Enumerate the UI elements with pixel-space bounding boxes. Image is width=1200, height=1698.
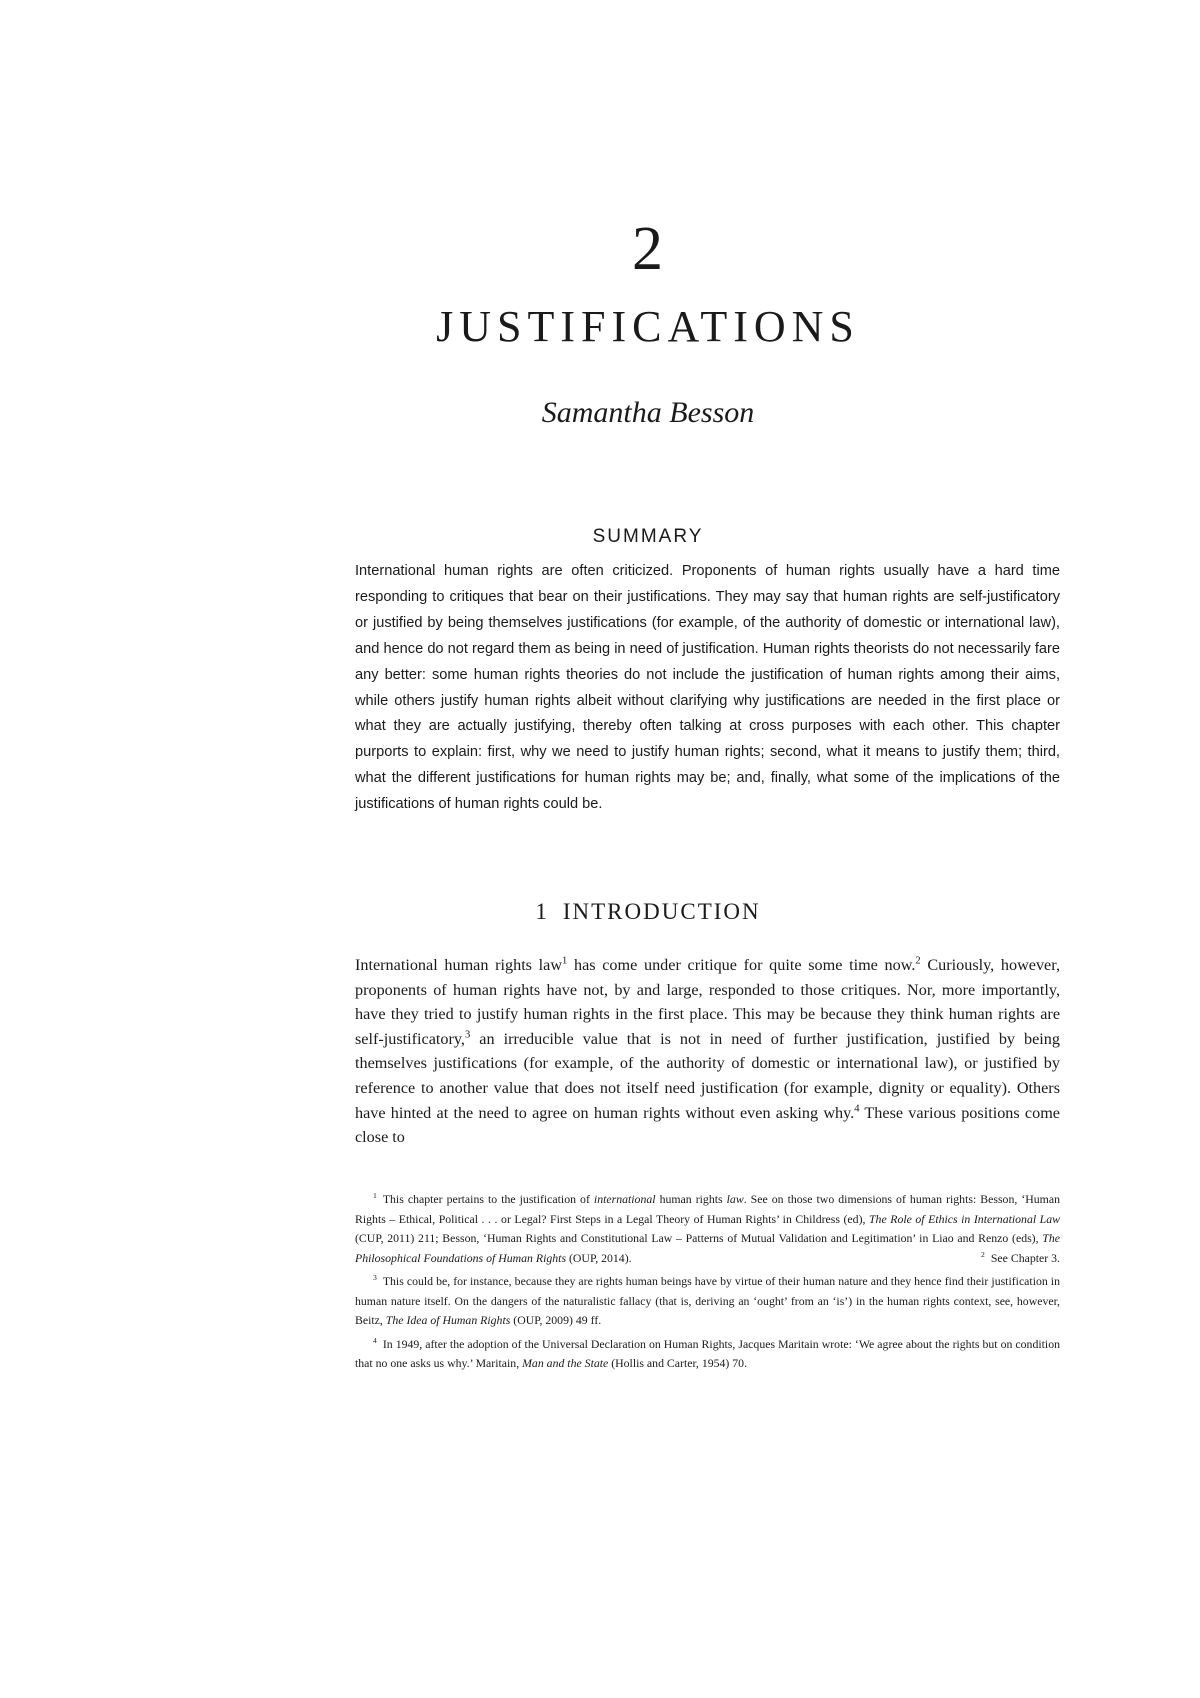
chapter-number: 2: [632, 215, 664, 283]
footnote-mark: 2: [981, 1249, 985, 1259]
footnote-3: [355, 1272, 1060, 1331]
summary-text: International human rights are often criticized. Proponents of human rights usually have a hard time responding to critiques that bear on their justifications. They may say that human rights are self-justificatory or justified by being themselves justifications (for example, of the authority of domestic or international law), and hence do not regard them as being in need of justification. Human rights theorists do not necessarily fare any better: some human rights theories do not include the justification of human rights among their aims, while others justify human rights albeit without clarifying why justifications are needed in the first place or what they are actually justifying, thereby often talking at cross purposes with each other. This chapter purports to explain: first, why we need to justify human rights; second, what it means to justify them; third, what the different justifications for human rights may be; and, finally, what some of the implications of the justifications of human rights could be.: [355, 563, 1060, 813]
section-title: INTRODUCTION: [562, 899, 761, 924]
footnote-1: [355, 1190, 1060, 1268]
footnote-ref-3[interactable]: 3: [464, 1029, 471, 1041]
footnote-text: (Hollis and Carter, 1954) 70.: [608, 1356, 748, 1370]
footnote-text: This chapter pertains to the justification of: [382, 1192, 594, 1206]
section-number: 1: [535, 899, 549, 924]
footnote-book-title: The Idea of Human Rights: [385, 1313, 511, 1327]
chapter-author: Samantha Besson: [541, 396, 755, 429]
footnotes: [355, 1190, 1060, 1378]
footnote-text: In 1949, after the adoption of the Universal Declaration on Human Rights, Jacques Maritain wrote: ‘We agree about the rights but on condition that no one asks us why.’ Maritain,: [355, 1336, 1060, 1370]
footnote-4: [355, 1335, 1060, 1374]
footnote-text: human rights: [655, 1192, 727, 1206]
summary-heading: SUMMARY: [592, 526, 704, 547]
footnote-emphasis: international: [593, 1192, 656, 1206]
footnote-mark: 3: [373, 1273, 377, 1283]
footnote-text: (CUP, 2011) 211; Besson, ‘Human Rights and Constitutional Law – Patterns of Mutual Validation and Legitimation’ in Liao and Renzo (eds),: [355, 1231, 1043, 1245]
footnote-text: This could be, for instance, because they are rights human beings have by virtue of their human nature and they hence find their justification in human nature itself. On the dangers of the naturalistic fallacy (that is, deriving an ‘ought’ from an ‘is’) in the human rights context, see, however, Beitz,: [355, 1274, 1060, 1327]
footnote-text: See Chapter 3.: [990, 1250, 1060, 1265]
paragraph-text: Curiously, however, proponents of human rights have not, by and large, responded to those critiques. Nor, more importantly, have they tried to justify human rights in the first place. This may be because they think human rights are self-justificatory,: [355, 956, 1061, 1048]
footnote-emphasis: law: [726, 1192, 744, 1206]
paragraph-text: These various positions come close to: [355, 1103, 1060, 1147]
paragraph-text: has come under critique for quite some time now.: [567, 956, 916, 974]
footnote-mark: 1: [373, 1191, 377, 1201]
footnote-ref-4[interactable]: 4: [854, 1103, 860, 1115]
footnote-text: (OUP, 2009) 49 ff.: [510, 1313, 602, 1327]
paragraph-text: International human rights law: [355, 956, 563, 974]
footnote-2: [963, 1249, 1060, 1269]
footnote-book-title: Man and the State: [522, 1356, 609, 1370]
footnote-mark: 4: [373, 1335, 377, 1345]
footnote-text: (OUP, 2014).: [566, 1250, 632, 1265]
footnote-text: . See on those two dimensions of human rights: Besson, ‘Human Rights – Ethical, Political . . . or Legal? First Steps in a Legal Theory of Human Rights’ in Childress (ed),: [355, 1192, 1060, 1226]
introduction-paragraph: [355, 953, 1060, 1150]
paragraph-text: an irreducible value that is not in need of further justification, justified by being themselves justifications (for example, of the authority of domestic or international law), or justified by reference to another value that does not itself need justification (for example, dignity or equality). Others have hinted at the need to agree on human rights without even asking why.: [355, 1029, 1060, 1122]
footnote-ref-2[interactable]: 2: [915, 955, 921, 967]
footnote-ref-1[interactable]: 1: [562, 955, 568, 967]
chapter-title: JUSTIFICATIONS: [436, 302, 860, 351]
footnote-book-title: The Philosophical Foundations of Human Rights: [355, 1231, 1060, 1265]
section-heading: [0, 900, 1200, 923]
footnote-book-title: The Role of Ethics in International Law: [869, 1211, 1060, 1226]
